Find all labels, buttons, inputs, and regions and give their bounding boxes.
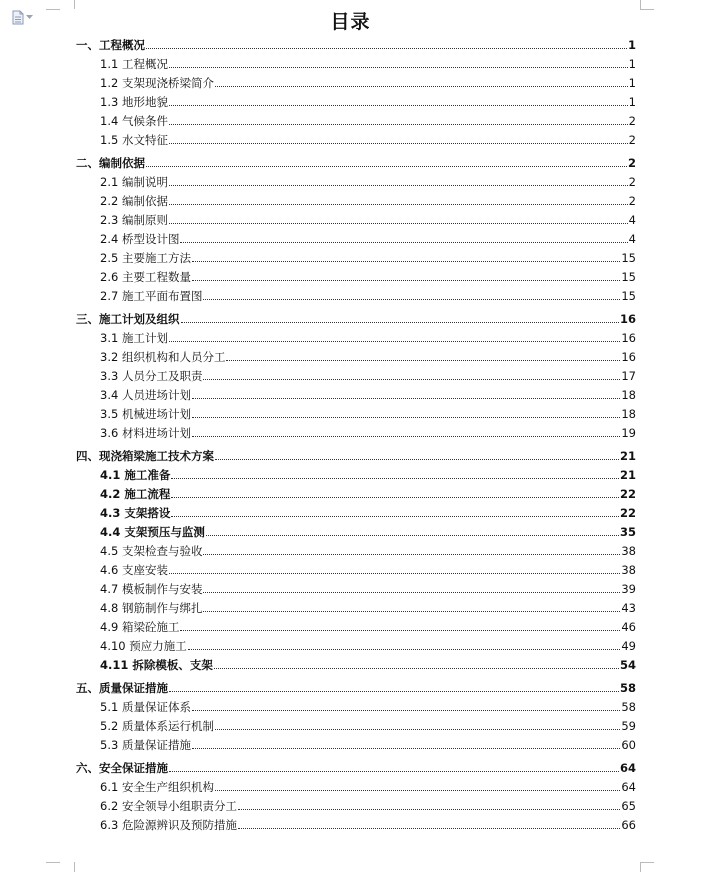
toc-page-number: 46 bbox=[621, 620, 636, 634]
toc-section-entry[interactable] bbox=[76, 403, 636, 421]
dot-leader bbox=[169, 341, 620, 342]
toc-section-entry[interactable] bbox=[76, 247, 636, 265]
toc-entry-title: 3.2 组织机构和人员分工 bbox=[100, 350, 226, 364]
toc-entry-title: 5.2 质量体系运行机制 bbox=[100, 719, 214, 733]
toc-section-entry[interactable] bbox=[76, 578, 636, 596]
dot-leader bbox=[188, 649, 621, 650]
toc-entry-title: 1.3 地形地貌 bbox=[100, 95, 168, 109]
toc-page-number: 21 bbox=[619, 449, 636, 463]
toc-page-number: 65 bbox=[621, 799, 636, 813]
toc-section-entry[interactable] bbox=[76, 384, 636, 402]
toc-page-number: 17 bbox=[621, 369, 636, 383]
dot-leader bbox=[180, 630, 620, 631]
toc-entry-title: 二、编制依据 bbox=[76, 156, 145, 170]
toc-entry-title: 六、安全保证措施 bbox=[76, 761, 168, 775]
toc-section-entry[interactable] bbox=[76, 72, 636, 90]
toc-page-number: 35 bbox=[619, 525, 636, 539]
toc-section-entry[interactable] bbox=[76, 346, 636, 364]
toc-page-number: 4 bbox=[628, 213, 636, 227]
dot-leader bbox=[214, 668, 619, 669]
dot-leader bbox=[192, 417, 620, 418]
dot-leader bbox=[192, 748, 620, 749]
crop-mark bbox=[640, 862, 654, 863]
dot-leader bbox=[169, 204, 628, 205]
toc-section-entry[interactable] bbox=[76, 422, 636, 440]
dot-leader bbox=[215, 729, 620, 730]
toc-page-number: 60 bbox=[621, 738, 636, 752]
dot-leader bbox=[192, 261, 620, 262]
toc-page-number: 15 bbox=[621, 289, 636, 303]
toc-page-number: 16 bbox=[619, 312, 636, 326]
dot-leader bbox=[169, 105, 628, 106]
dot-leader bbox=[203, 611, 620, 612]
toc-entry-title: 4.1 施工准备 bbox=[100, 468, 171, 482]
toc-section-entry[interactable] bbox=[76, 228, 636, 246]
toc-section-entry[interactable] bbox=[76, 734, 636, 752]
toc-section-entry[interactable] bbox=[76, 190, 636, 208]
toc-chapter-entry[interactable] bbox=[76, 757, 636, 775]
toc-entry-title: 4.4 支架预压与监测 bbox=[100, 525, 205, 539]
toc-page-number: 66 bbox=[621, 818, 636, 832]
toc-page-number: 58 bbox=[621, 700, 636, 714]
toc-section-entry[interactable] bbox=[76, 715, 636, 733]
toc-entry-title: 3.4 人员进场计划 bbox=[100, 388, 191, 402]
toc-page-number: 64 bbox=[619, 761, 636, 775]
toc-entry-title: 4.5 支架检查与验收 bbox=[100, 544, 203, 558]
dot-leader bbox=[171, 516, 619, 517]
toc-entry-title: 4.9 箱梁砼施工 bbox=[100, 620, 180, 634]
toc-section-entry[interactable] bbox=[76, 635, 636, 653]
dot-leader bbox=[203, 379, 620, 380]
toc-page-number: 2 bbox=[628, 114, 636, 128]
toc-entry-title: 五、质量保证措施 bbox=[76, 681, 168, 695]
toc-page-number: 4 bbox=[628, 232, 636, 246]
toc-entry-title: 3.3 人员分工及职责 bbox=[100, 369, 203, 383]
toc-section-entry[interactable] bbox=[76, 696, 636, 714]
dot-leader bbox=[238, 828, 620, 829]
toc-page-number: 49 bbox=[621, 639, 636, 653]
toc-section-entry[interactable] bbox=[76, 776, 636, 794]
toc-entry-title: 5.3 质量保证措施 bbox=[100, 738, 191, 752]
dot-leader bbox=[169, 691, 619, 692]
dot-leader bbox=[146, 48, 627, 49]
toc-page-number: 2 bbox=[628, 133, 636, 147]
toc-page-number: 38 bbox=[621, 563, 636, 577]
toc-entry-title: 1.1 工程概况 bbox=[100, 57, 168, 71]
dot-leader bbox=[192, 398, 620, 399]
toc-page-number: 2 bbox=[628, 194, 636, 208]
toc-section-entry[interactable] bbox=[76, 53, 636, 71]
toc-section-entry[interactable] bbox=[76, 110, 636, 128]
toc-entry-title: 一、工程概况 bbox=[76, 38, 145, 52]
dot-leader bbox=[169, 573, 620, 574]
toc-section-entry[interactable] bbox=[76, 91, 636, 109]
toc-entry-title: 2.5 主要施工方法 bbox=[100, 251, 191, 265]
toc-section-entry[interactable] bbox=[76, 365, 636, 383]
toc-page-number: 19 bbox=[621, 426, 636, 440]
toc-chapter-entry[interactable] bbox=[76, 34, 636, 52]
dot-leader bbox=[146, 166, 627, 167]
toc-page-number: 22 bbox=[619, 506, 636, 520]
toc-page-number: 15 bbox=[621, 251, 636, 265]
toc-entry-title: 4.10 预应力施工 bbox=[100, 639, 187, 653]
dot-leader bbox=[192, 436, 620, 437]
toc-page-number: 18 bbox=[621, 388, 636, 402]
toc-entry-title: 4.11 拆除模板、支架 bbox=[100, 658, 213, 672]
toc-section-entry[interactable] bbox=[76, 171, 636, 189]
toc-page-number: 16 bbox=[621, 331, 636, 345]
dot-leader bbox=[215, 790, 620, 791]
dot-leader bbox=[169, 67, 628, 68]
toc-section-entry[interactable] bbox=[76, 502, 636, 520]
toc-page-number: 1 bbox=[628, 76, 636, 90]
dot-leader bbox=[169, 223, 628, 224]
toc-entry-title: 6.1 安全生产组织机构 bbox=[100, 780, 214, 794]
toc-section-entry[interactable] bbox=[76, 285, 636, 303]
toc-page-number: 15 bbox=[621, 270, 636, 284]
toc-page-number: 18 bbox=[621, 407, 636, 421]
toc-page-number: 16 bbox=[621, 350, 636, 364]
toc-section-entry[interactable] bbox=[76, 540, 636, 558]
dot-leader bbox=[206, 535, 619, 536]
toc-entry-title: 2.2 编制依据 bbox=[100, 194, 168, 208]
dot-leader bbox=[169, 771, 619, 772]
dot-leader bbox=[192, 710, 620, 711]
toc-page-number: 39 bbox=[621, 582, 636, 596]
dot-leader bbox=[215, 86, 628, 87]
toc-entry-title: 3.1 施工计划 bbox=[100, 331, 168, 345]
toc-section-entry[interactable] bbox=[76, 559, 636, 577]
dot-leader bbox=[169, 124, 628, 125]
toc-entry-title: 4.8 钢筋制作与绑扎 bbox=[100, 601, 203, 615]
toc-page-number: 64 bbox=[621, 780, 636, 794]
toc-page-number: 38 bbox=[621, 544, 636, 558]
toc-page-number: 1 bbox=[628, 95, 636, 109]
toc-chapter-entry[interactable] bbox=[76, 152, 636, 170]
toc-entry-title: 4.2 施工流程 bbox=[100, 487, 171, 501]
toc-entry-title: 1.2 支架现浇桥梁简介 bbox=[100, 76, 214, 90]
toc-entry-title: 2.7 施工平面布置图 bbox=[100, 289, 203, 303]
toc-entry-title: 1.4 气候条件 bbox=[100, 114, 168, 128]
toc-entry-title: 2.6 主要工程数量 bbox=[100, 270, 191, 284]
toc-entry-title: 6.2 安全领导小组职责分工 bbox=[100, 799, 237, 813]
toc-entry-title: 2.4 桥型设计图 bbox=[100, 232, 180, 246]
toc-section-entry[interactable] bbox=[76, 327, 636, 345]
dot-leader bbox=[215, 459, 619, 460]
toc-entry-title: 4.6 支座安装 bbox=[100, 563, 168, 577]
toc-page-number: 1 bbox=[628, 57, 636, 71]
toc-entry-title: 4.3 支架搭设 bbox=[100, 506, 171, 520]
dot-leader bbox=[203, 554, 620, 555]
toc-page-number: 54 bbox=[619, 658, 636, 672]
dot-leader bbox=[203, 299, 620, 300]
dot-leader bbox=[226, 360, 620, 361]
toc-entry-title: 三、施工计划及组织 bbox=[76, 312, 180, 326]
toc-section-entry[interactable] bbox=[76, 464, 636, 482]
toc-page-number: 1 bbox=[627, 38, 636, 52]
toc-chapter-entry[interactable] bbox=[76, 445, 636, 463]
dot-leader bbox=[171, 478, 619, 479]
toc-section-entry[interactable] bbox=[76, 483, 636, 501]
dot-leader bbox=[181, 322, 619, 323]
dot-leader bbox=[203, 592, 620, 593]
toc-chapter-entry[interactable] bbox=[76, 308, 636, 326]
dot-leader bbox=[192, 280, 620, 281]
toc-section-entry[interactable] bbox=[76, 814, 636, 832]
toc-section-entry[interactable] bbox=[76, 616, 636, 634]
toc-section-entry[interactable] bbox=[76, 129, 636, 147]
toc-entry-title: 四、现浇箱梁施工技术方案 bbox=[76, 449, 214, 463]
dot-leader bbox=[180, 242, 627, 243]
toc-entry-title: 5.1 质量保证体系 bbox=[100, 700, 191, 714]
toc-entry-title: 2.1 编制说明 bbox=[100, 175, 168, 189]
toc-page-number: 58 bbox=[619, 681, 636, 695]
toc-section-entry[interactable] bbox=[76, 654, 636, 672]
page-title: 目录 bbox=[330, 11, 371, 33]
toc-page-number: 43 bbox=[621, 601, 636, 615]
toc-section-entry[interactable] bbox=[76, 597, 636, 615]
dot-leader bbox=[171, 497, 619, 498]
toc-entry-title: 4.7 模板制作与安装 bbox=[100, 582, 203, 596]
toc-entry-title: 3.5 机械进场计划 bbox=[100, 407, 191, 421]
dot-leader bbox=[169, 185, 628, 186]
toc-page-number: 2 bbox=[628, 175, 636, 189]
toc-page-number: 59 bbox=[621, 719, 636, 733]
toc-page-number: 21 bbox=[619, 468, 636, 482]
toc-page-number: 22 bbox=[619, 487, 636, 501]
toc-section-entry[interactable] bbox=[76, 266, 636, 284]
toc-entry-title: 2.3 编制原则 bbox=[100, 213, 168, 227]
dot-leader bbox=[169, 143, 628, 144]
toc-section-entry[interactable] bbox=[76, 795, 636, 813]
toc-entry-title: 6.3 危险源辨识及预防措施 bbox=[100, 818, 237, 832]
toc-page-number: 2 bbox=[627, 156, 636, 170]
toc-entry-title: 1.5 水文特征 bbox=[100, 133, 168, 147]
toc-entry-title: 3.6 材料进场计划 bbox=[100, 426, 191, 440]
toc-section-entry[interactable] bbox=[76, 521, 636, 539]
crop-mark bbox=[46, 862, 60, 863]
toc-section-entry[interactable] bbox=[76, 209, 636, 227]
dot-leader bbox=[238, 809, 620, 810]
toc-chapter-entry[interactable] bbox=[76, 677, 636, 695]
